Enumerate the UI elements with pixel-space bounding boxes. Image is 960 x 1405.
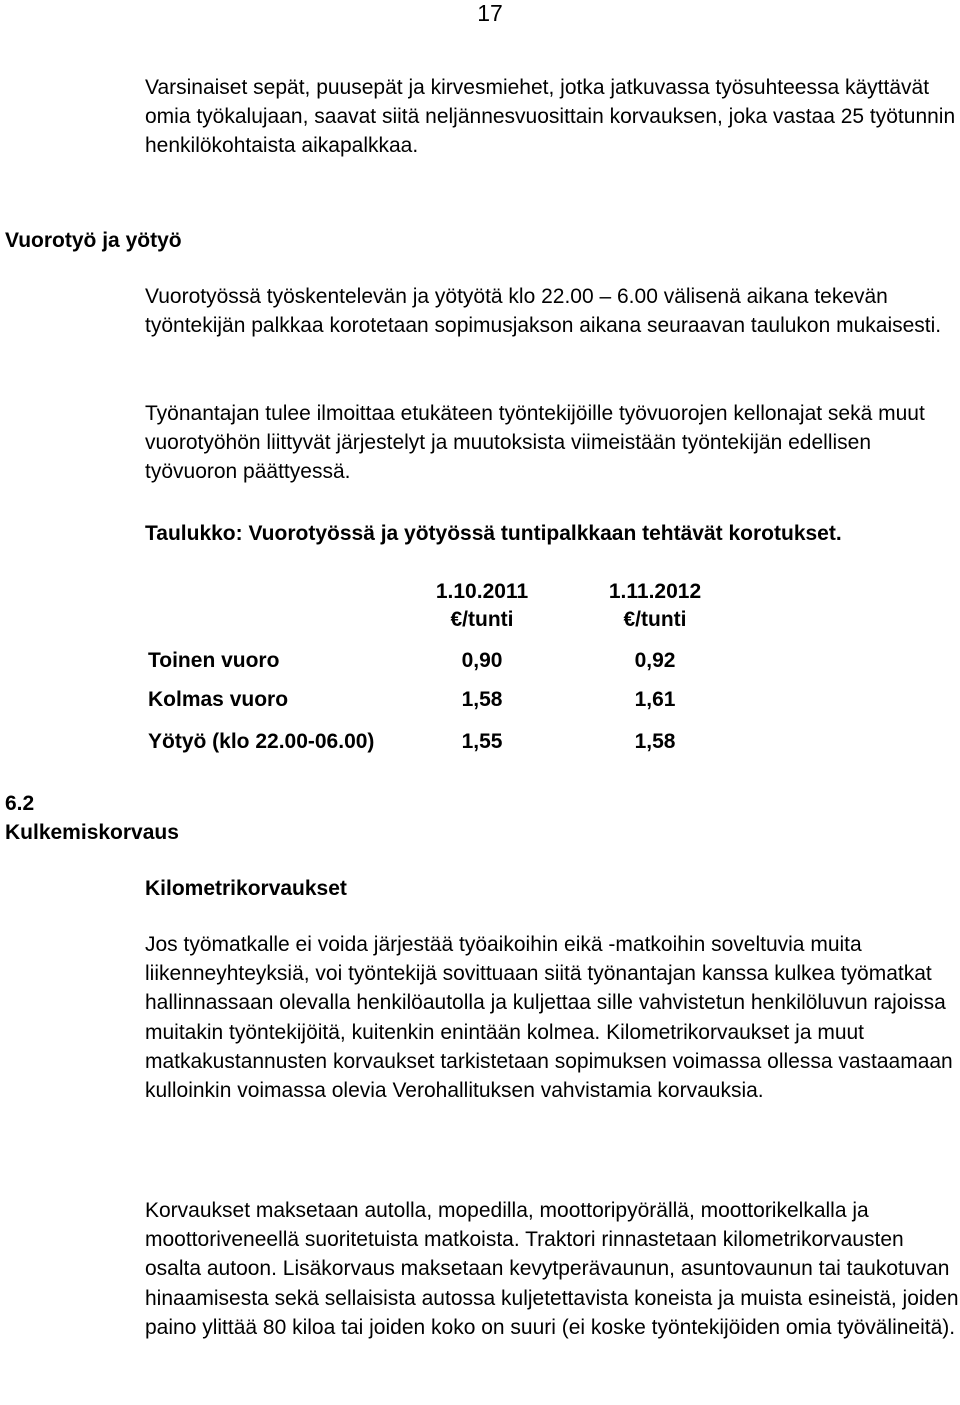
section-number: 6.2 <box>5 792 35 815</box>
shift-work-paragraph-1: Vuorotyössä työskentelevän ja yötyötä klo 22.00 – 6.00 välisenä aikana tekevän työntekijän palkkaa korotetaan sopimusjakson aikana seuraavan taulukon mukaisesti. <box>145 285 942 338</box>
intro-paragraph: Varsinaiset sepät, puusepät ja kirvesmiehet, jotka jatkuvassa työsuhteessa käyttävät omia työkalujaan, saavat siitä neljännesvuosittain korvauksen, joka vastaa 25 työtunnin henkilökohtaista aikapalkkaa. <box>145 76 956 158</box>
cell-value: 1,58 <box>634 730 676 753</box>
cell-value: 0,90 <box>461 649 503 672</box>
column-header-unit: €/tunti <box>623 608 687 631</box>
mileage-paragraph-2: Korvaukset maksetaan autolla, mopedilla, moottoripyörällä, moottorikelkalla ja moottoriveneellä suoritetuista matkoista. Traktori rinnastetaan kilometrikorvausten osalta autoon. Lisäkorvaus maksetaan kevytperävaunun, asuntovaunun tai taukotuvan hinaamisesta sekä sellaisista autossa kuljetettavista koneista ja muista esineistä, joiden paino ylittää 80 kiloa tai joiden koko on suuri (ei koske työntekijöiden omia työvälineitä). <box>145 1199 959 1339</box>
cell-value: 0,92 <box>634 649 676 672</box>
cell-value: 1,61 <box>634 688 676 711</box>
shift-work-paragraph-2: Työnantajan tulee ilmoittaa etukäteen työntekijöille työvuorojen kellonajat sekä muut vuorotyöhön liittyvät järjestelyt ja muutoksista viimeistään työntekijän edellisen työvuoron päättyessä. <box>145 402 925 484</box>
shift-work-heading: Vuorotyö ja yötyö <box>5 229 182 252</box>
row-label: Yötyö (klo 22.00-06.00) <box>148 730 375 753</box>
mileage-paragraph-1: Jos työmatkalle ei voida järjestää työaikoihin eikä -matkoihin soveltuvia muita liikenneyhteyksiä, voi työntekijä sovittuaan siitä työnantajan kanssa kulkea työmatkat hallinnassaan olevalla henkilöautolla ja kuljettaa sille vahvistetun henkilöluvun rajoissa muitakin työntekijöitä, kuitenkin enintään kolmea. Kilometrikorvaukset ja muut matkakustannusten korvaukset tarkistetaan sopimuksen voimassa ollessa vastaamaan kulloinkin voimassa olevia Verohallituksen vahvistamia korvauksia. <box>145 933 953 1103</box>
cell-value: 1,55 <box>461 730 503 753</box>
page-number: 17 <box>477 0 503 26</box>
column-header-unit: €/tunti <box>450 608 514 631</box>
table-caption: Taulukko: Vuorotyössä ja yötyössä tuntipalkkaan tehtävät korotukset. <box>145 522 842 545</box>
row-label: Toinen vuoro <box>148 649 280 672</box>
mileage-subheading: Kilometrikorvaukset <box>145 877 347 900</box>
column-header-date: 1.11.2012 <box>608 580 702 603</box>
column-header-date: 1.10.2011 <box>435 580 529 603</box>
row-label: Kolmas vuoro <box>148 688 289 711</box>
travel-compensation-heading: Kulkemiskorvaus <box>5 821 179 844</box>
cell-value: 1,58 <box>461 688 503 711</box>
